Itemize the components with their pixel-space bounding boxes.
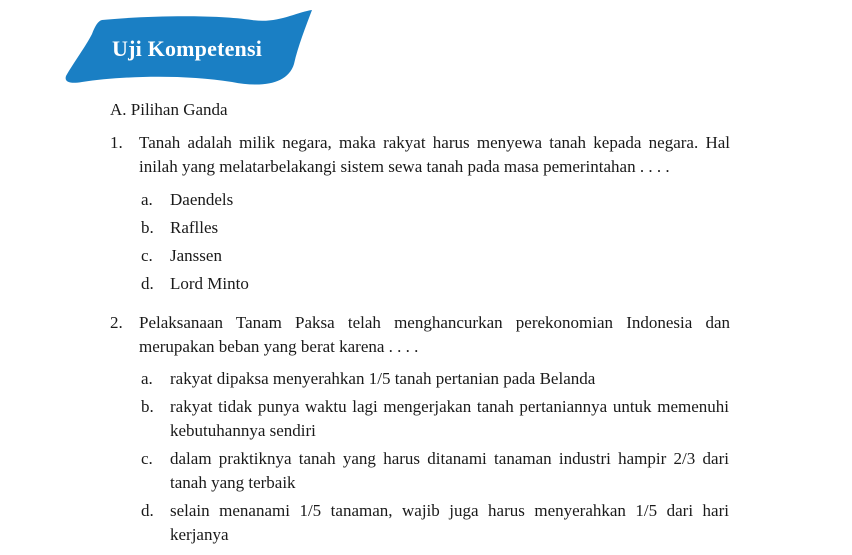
option-a — [141, 188, 729, 212]
question-number: 2. — [110, 313, 123, 332]
option-d — [141, 499, 729, 547]
option-c — [141, 447, 729, 495]
option-letter: b. — [141, 218, 154, 237]
question-2 — [110, 311, 730, 359]
question-text: Tanah adalah milik negara, maka rakyat harus menyewa tanah kepada negara. Hal inilah yang melatarbelakangi sistem sewa tanah pada masa pemerintahan . . . . — [139, 133, 730, 176]
option-text: rakyat tidak punya waktu lagi mengerjakan tanah pertaniannya untuk memenuhi kebutuhannya sendiri — [170, 397, 729, 440]
question-1-options — [141, 188, 729, 300]
option-letter: a. — [141, 369, 153, 388]
section-banner — [62, 6, 314, 90]
page-title: Uji Kompetensi — [112, 36, 263, 61]
option-text: rakyat dipaksa menyerahkan 1/5 tanah pertanian pada Belanda — [170, 369, 596, 388]
question-text: Pelaksanaan Tanam Paksa telah menghancurkan perekonomian Indonesia dan merupakan beban yang berat karena . . . . — [139, 313, 730, 356]
option-letter: b. — [141, 397, 154, 416]
option-text: dalam praktiknya tanah yang harus ditanami tanaman industri hampir 2/3 dari tanah yang terbaik — [170, 449, 729, 492]
option-text: Janssen — [170, 246, 222, 265]
option-text: selain menanami 1/5 tanaman, wajib juga harus menyerahkan 1/5 dari hari kerjanya — [170, 501, 729, 544]
option-b — [141, 395, 729, 443]
option-letter: d. — [141, 274, 154, 293]
option-b — [141, 216, 729, 240]
option-letter: a. — [141, 190, 153, 209]
question-number: 1. — [110, 133, 123, 152]
option-letter: c. — [141, 449, 153, 468]
option-letter: d. — [141, 501, 154, 520]
option-letter: c. — [141, 246, 153, 265]
section-heading: A. Pilihan Ganda — [110, 100, 228, 119]
option-a — [141, 367, 729, 391]
option-text: Raflles — [170, 218, 219, 237]
option-text: Lord Minto — [170, 274, 249, 293]
question-1 — [110, 131, 730, 179]
option-text: Daendels — [170, 190, 234, 209]
option-d — [141, 272, 729, 296]
question-2-options — [141, 367, 729, 551]
option-c — [141, 244, 729, 268]
